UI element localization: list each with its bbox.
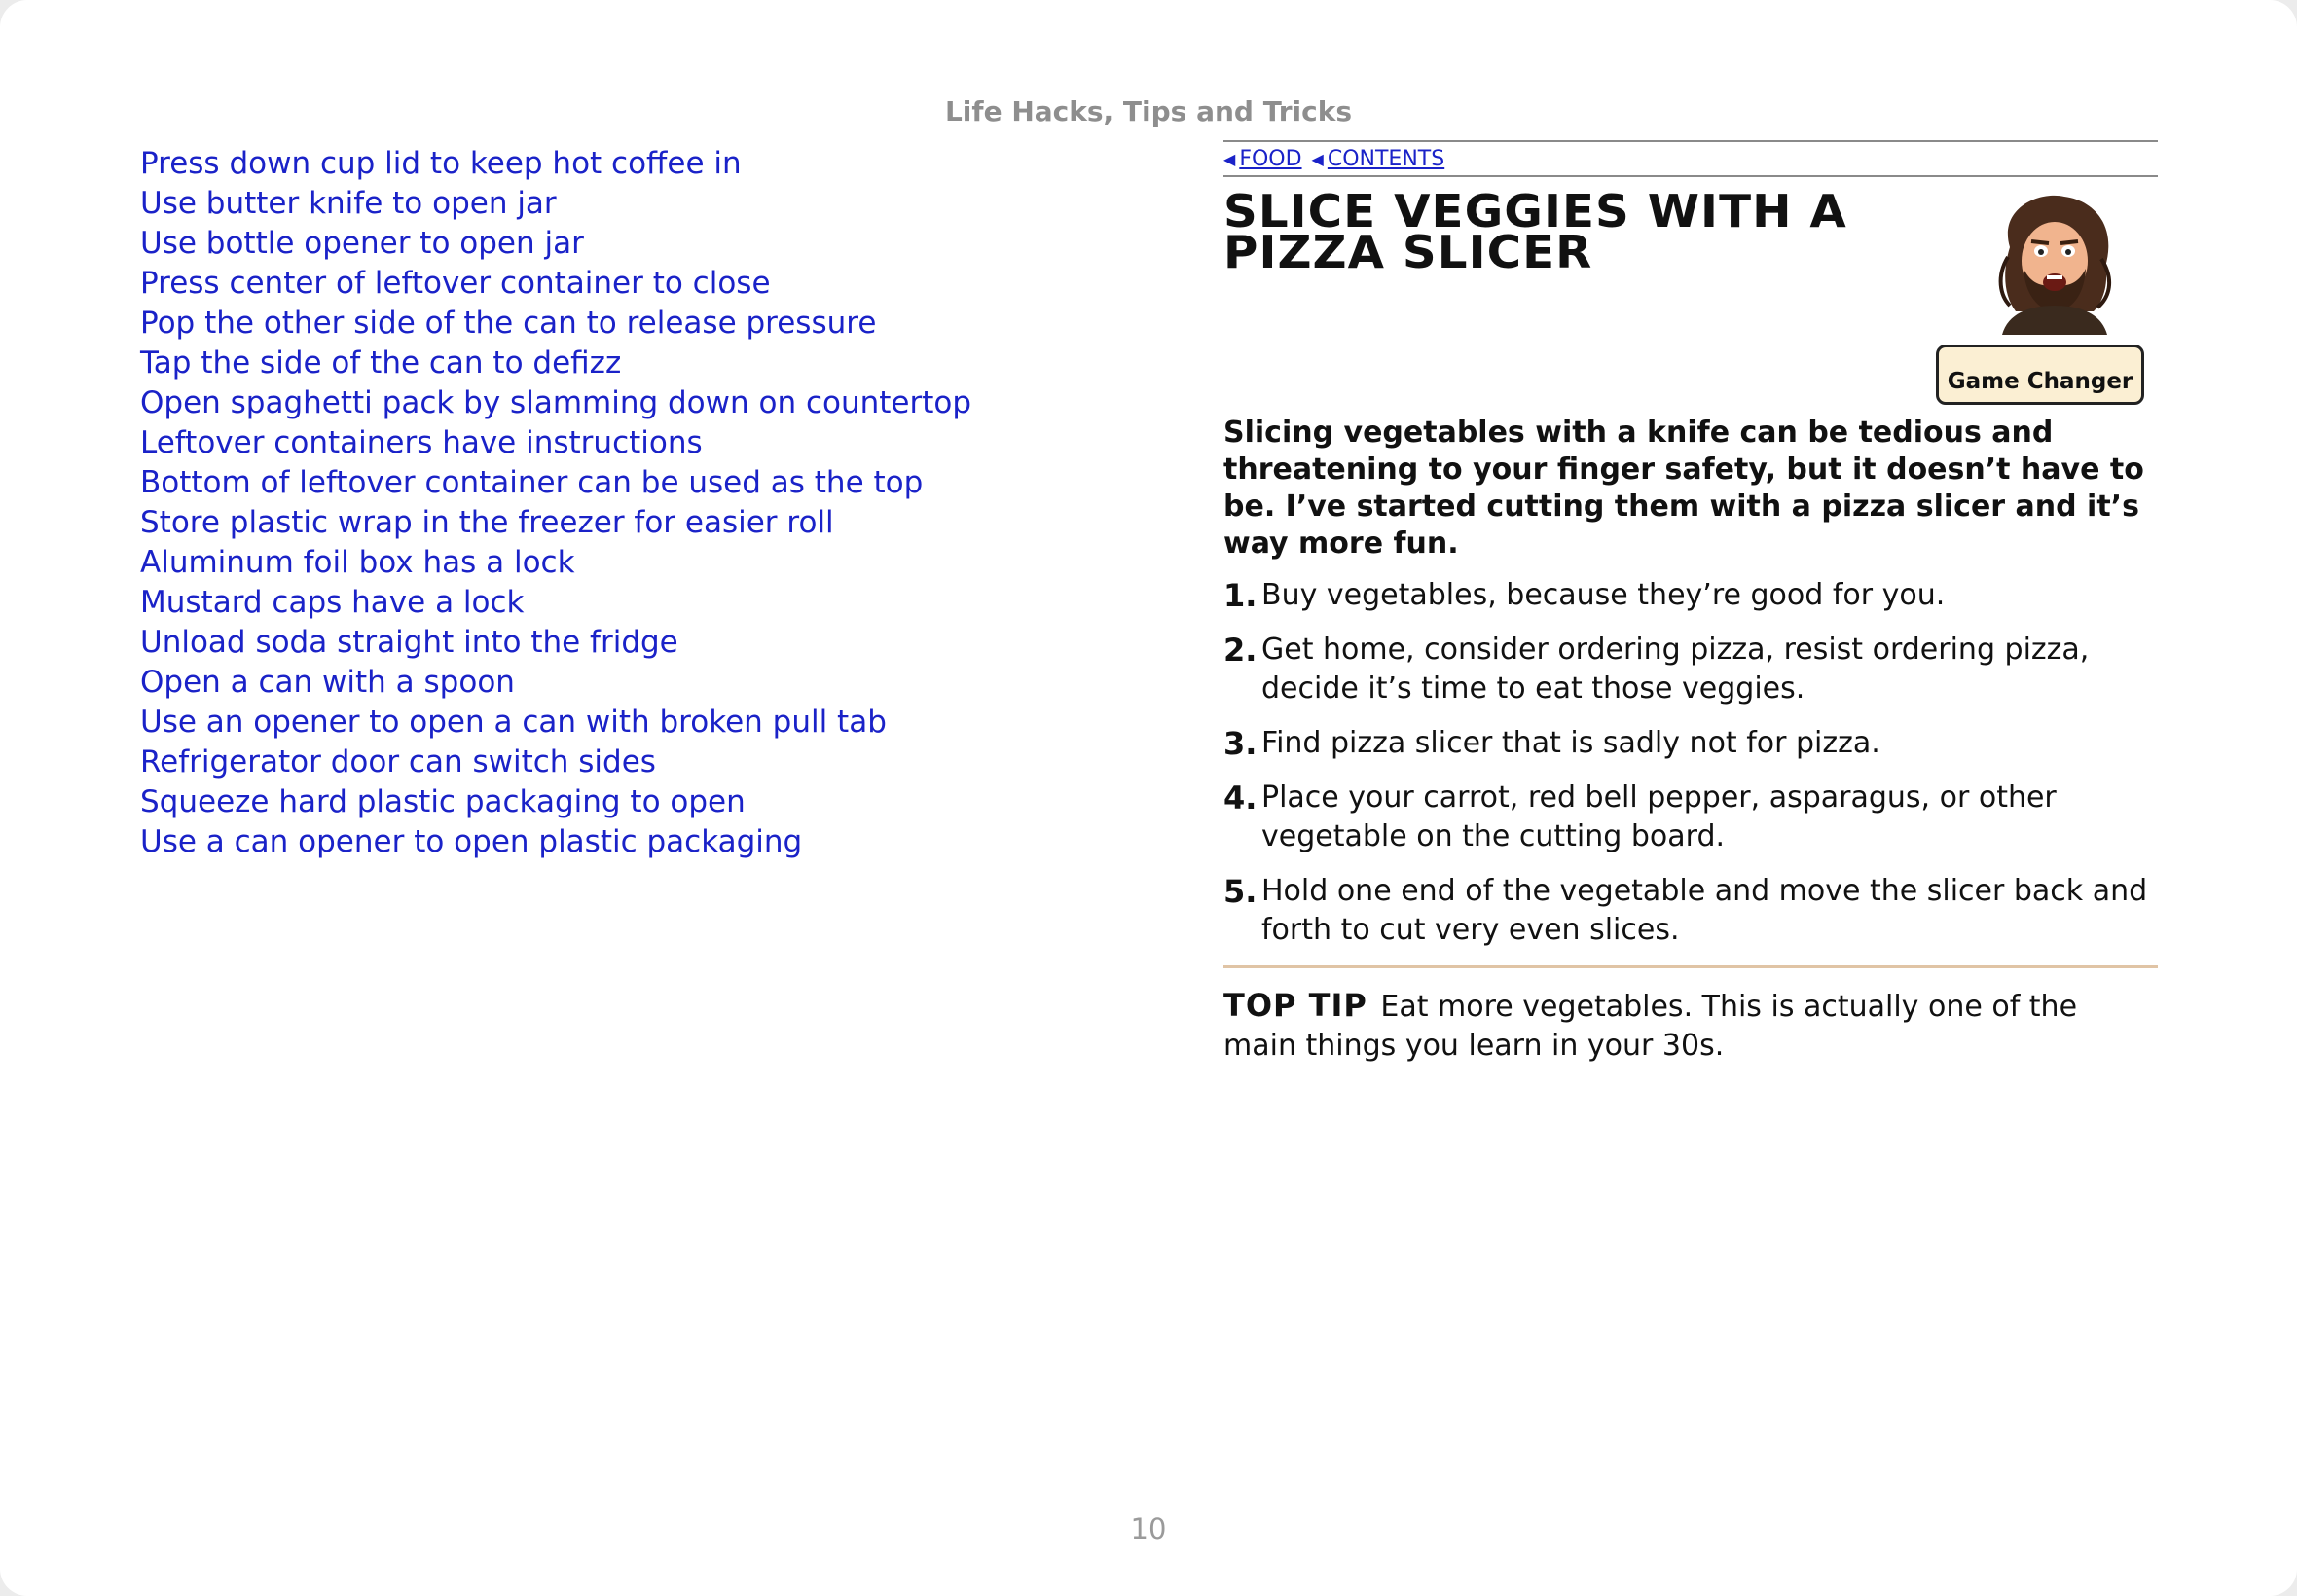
list-item [1223, 872, 2158, 950]
tip-divider [1223, 965, 2158, 968]
step-number: 3. [1223, 725, 1258, 762]
step-text: Hold one end of the vegetable and move the slicer back and forth to cut very even slices. [1261, 874, 2148, 947]
breadcrumb [1223, 140, 2158, 177]
game-changer-badge: Game Changer [1936, 345, 2144, 405]
tip-link[interactable]: Press down cup lid to keep hot coffee in [140, 146, 742, 181]
article-intro: Slicing vegetables with a knife can be tedious and threatening to your finger safety, but it doesn’t have to be. I’ve started cutting them with a pizza slicer and it’s way more fun. [1223, 416, 2144, 561]
tip-link[interactable]: Open spaghetti pack by slamming down on countertop [140, 385, 972, 420]
tip-link[interactable]: Leftover containers have instructions [140, 425, 703, 460]
step-text: Find pizza slicer that is sadly not for pizza. [1261, 726, 1880, 760]
tip-link[interactable]: Store plastic wrap in the freezer for easier roll [140, 505, 834, 540]
tip-link[interactable]: Refrigerator door can switch sides [140, 744, 656, 780]
top-tip-text: Eat more vegetables. This is actually one of the main things you learn in your 30s. [1223, 990, 2078, 1063]
step-text: Place your carrot, red bell pepper, asparagus, or other vegetable on the cutting board. [1261, 780, 2057, 853]
back-arrow-icon: ◀ [1311, 149, 1324, 168]
back-arrow-icon: ◀ [1223, 149, 1236, 168]
step-number: 5. [1223, 873, 1258, 910]
step-text: Buy vegetables, because they’re good for you. [1261, 578, 1946, 612]
tips-link-list [140, 144, 1113, 862]
book-title: Life Hacks, Tips and Tricks [944, 95, 1353, 127]
tip-link[interactable]: Press center of leftover container to close [140, 266, 771, 301]
tip-link[interactable]: Use bottle opener to open jar [140, 226, 584, 261]
step-number: 4. [1223, 780, 1258, 816]
tip-link[interactable]: Aluminum foil box has a lock [140, 545, 575, 580]
tip-link[interactable]: Use butter knife to open jar [140, 186, 557, 221]
contents-link[interactable]: CONTENTS [1327, 146, 1445, 171]
tip-link[interactable]: Use a can opener to open plastic packaging [140, 824, 803, 859]
author-avatar-icon [1981, 189, 2125, 335]
step-number: 1. [1223, 577, 1258, 614]
steps-list [1223, 576, 2158, 950]
list-item [1223, 576, 2158, 615]
tip-link[interactable]: Use an opener to open a can with broken pull tab [140, 705, 887, 740]
food-link[interactable]: FOOD [1239, 146, 1302, 171]
step-text: Get home, consider ordering pizza, resist ordering pizza, decide it’s time to eat those veggies. [1261, 633, 2090, 706]
top-tip [1223, 986, 2158, 1066]
page-number: 10 [1130, 1512, 1167, 1545]
tip-link[interactable]: Open a can with a spoon [140, 665, 515, 700]
step-number: 2. [1223, 632, 1258, 669]
article-column [1223, 140, 2158, 1066]
top-tip-label: TOP TIP [1223, 987, 1367, 1024]
article-title: SLICE VEGGIES WITH A PIZZA SLICER [1223, 185, 1847, 278]
tip-link[interactable]: Bottom of leftover container can be used as the top [140, 465, 924, 500]
article-header [1223, 177, 2158, 393]
tip-link[interactable]: Mustard caps have a lock [140, 585, 525, 620]
tip-link[interactable]: Pop the other side of the can to release pressure [140, 306, 877, 341]
tip-link[interactable]: Unload soda straight into the fridge [140, 625, 678, 660]
list-item [1223, 724, 2158, 763]
list-item [1223, 779, 2158, 856]
tip-link[interactable]: Squeeze hard plastic packaging to open [140, 784, 746, 819]
tip-link[interactable]: Tap the side of the can to defizz [140, 345, 622, 381]
list-item [1223, 631, 2158, 708]
